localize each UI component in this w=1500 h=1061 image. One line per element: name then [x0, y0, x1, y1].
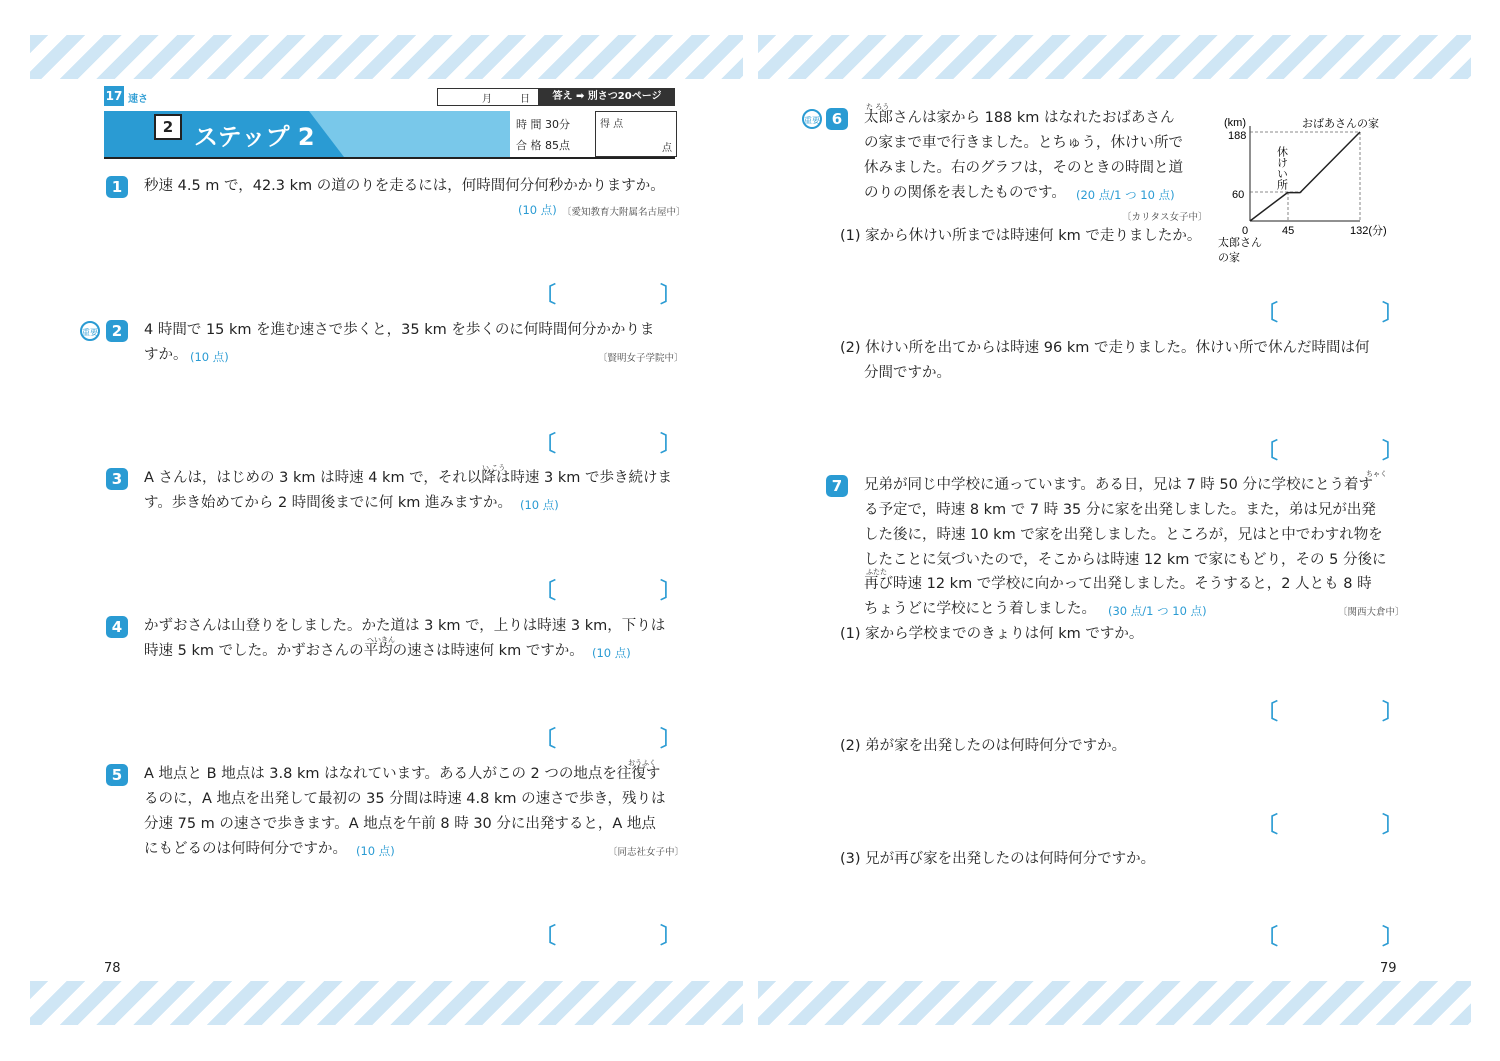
problem-text-line1: 兄弟が同じ中学校に通っています。ある日，兄は 7 時 50 分に学校にとう着す [864, 477, 1373, 493]
page-number-right: 79 [1380, 961, 1397, 976]
step-badge: 2 [154, 114, 182, 140]
subquestion-2: (2) 弟が家を出発したのは何時何分ですか。 [840, 738, 1127, 754]
top-left-stripe [30, 35, 743, 79]
subquestion-1: (1) 家から休けい所までは時速何 km で走りましたか。 [840, 228, 1202, 244]
problem-points: (10 点) [356, 844, 395, 858]
date-box [437, 88, 539, 106]
subquestion-2-line2: 分間ですか。 [864, 365, 951, 381]
x-tick-45: 45 [1282, 225, 1295, 237]
problem-text-line1: A 地点と B 地点は 3.8 km はなれています。ある人がこの 2 つの地点を往復す [144, 766, 661, 782]
problem-text-line2: す。歩き始めてから 2 時間後までに何 km 進みますか。 [144, 495, 513, 511]
answer-bracket-close: 〕 [1382, 439, 1405, 464]
time-label: 時 間 30分 [516, 118, 570, 131]
problem-text-line2: すか。 [144, 347, 188, 363]
problem-number: 4 [106, 616, 128, 638]
problem-text-line1: A さんは，はじめの 3 km は時速 4 km で，それ以降は時速 3 km で歩き続けま [144, 470, 672, 486]
answer-bracket-open: 〔 [534, 579, 557, 604]
answer-reference: 答え ➡ 別さつ20ページ [539, 88, 675, 106]
problem-points: (10 点) [592, 646, 631, 660]
score-unit: 点 [662, 143, 672, 154]
chapter-title: 速さ [128, 94, 148, 105]
distance-line [1250, 132, 1360, 221]
problem-points: (10 点) [190, 350, 229, 364]
chapter-number: 17 [104, 86, 124, 106]
answer-bracket-open: 〔 [1256, 301, 1279, 326]
answer-bracket-open: 〔 [1256, 813, 1279, 838]
problem-number: 5 [106, 764, 128, 786]
answer-bracket-open: 〔 [534, 924, 557, 949]
ruby-text: おうふく [628, 759, 656, 767]
problem-text-line6: ちょうどに学校にとう着しました。 [864, 601, 1096, 617]
problem-text-line3: 分速 75 m の速さで歩きます。A 地点を午前 8 時 30 分に出発すると，A 地点 [144, 816, 656, 832]
problem-number: 1 [106, 176, 128, 198]
step-banner [104, 111, 524, 157]
top-right-stripe [758, 35, 1471, 79]
problem-points: (20 点/1 つ 10 点) [1076, 188, 1175, 202]
ruby-text: へいきん [367, 636, 395, 644]
origin-label-line1: 太郎さん [1218, 236, 1262, 249]
ruby-text: た ろう [866, 103, 890, 111]
problem-text-line1: かずおさんは山登りをしました。かた道は 3 km で，上りは時速 3 km，下りは [144, 618, 666, 634]
problem-source: 〔賢明女子学院中〕 [598, 353, 684, 364]
problem-points: (10 点) [520, 498, 559, 512]
answer-bracket-close: 〕 [1382, 700, 1405, 725]
subquestion-1: (1) 家から学校までのきょりは何 km ですか。 [840, 626, 1144, 642]
problem-text-line5: 再び時速 12 km で学校に向かって出発しました。そうすると，2 人とも 8 時 [864, 576, 1372, 592]
answer-bracket-open: 〔 [1256, 925, 1279, 950]
origin-label-line2: の家 [1218, 251, 1240, 264]
header-rule [104, 157, 675, 159]
answer-bracket-close: 〕 [1382, 301, 1405, 326]
answer-bracket-open: 〔 [534, 283, 557, 308]
x-tick-132: 132(分) [1350, 225, 1387, 237]
pass-label: 合 格 85点 [516, 139, 570, 152]
problem-number: 6 [826, 108, 848, 130]
subquestion-2-line1: (2) 休けい所を出てからは時速 96 km で走りました。休けい所で休んだ時間は何 [840, 340, 1370, 356]
answer-bracket-close: 〕 [660, 432, 683, 457]
important-icon: 重要 [802, 109, 822, 129]
problem-text-line2: る予定で，時速 8 km で 7 時 35 分に家を出発しました。また，弟は兄が出発 [864, 502, 1376, 518]
answer-bracket-close: 〕 [660, 727, 683, 752]
problem-number: 2 [106, 320, 128, 342]
problem-text: 秒速 4.5 m で，42.3 km の道のりを走るには，何時間何分何秒かかりますか。 [144, 178, 665, 194]
answer-bracket-close: 〕 [660, 924, 683, 949]
y-unit-label: (km) [1224, 117, 1246, 129]
problem-text-line1: 4 時間で 15 km を進む速さで歩くと，35 km を歩くのに何時間何分かかりま [144, 322, 655, 338]
answer-bracket-close: 〕 [1382, 813, 1405, 838]
grandma-house-label: おばあさんの家 [1302, 117, 1379, 130]
problem-number: 7 [826, 475, 848, 497]
score-label: 得 点 [600, 119, 624, 130]
answer-bracket-open: 〔 [1256, 700, 1279, 725]
day-label: 日 [520, 94, 530, 105]
ruby-text: ふたた [866, 568, 887, 576]
bottom-left-stripe [30, 981, 743, 1025]
answer-bracket-close: 〕 [660, 283, 683, 308]
answer-bracket-open: 〔 [1256, 439, 1279, 464]
problem-source: 〔関西大倉中〕 [1338, 607, 1405, 618]
problem-source: 〔同志社女子中〕 [608, 847, 685, 858]
problem-text-line4: にもどるのは何時何分ですか。 [144, 841, 347, 857]
problem-text-line4: したことに気づいたので，そこからは時速 12 km で家にもどり，その 5 分後に [864, 552, 1387, 568]
answer-bracket-open: 〔 [534, 432, 557, 457]
problem-points: (10 点) [518, 203, 557, 217]
score-box [595, 111, 677, 157]
problem-number: 3 [106, 468, 128, 490]
important-icon: 重要 [80, 321, 100, 341]
problem-text-line3: した後に，時速 10 km で家を出発しました。ところが，兄はと中でわすれ物を [864, 527, 1383, 543]
y-tick-188: 188 [1228, 130, 1247, 142]
ruby-text: ちゃく [1366, 470, 1387, 478]
ruby-text: い こう [482, 464, 506, 472]
time-pass-box [510, 111, 592, 157]
problem-text-line2: るのに，A 地点を出発して最初の 35 分間は時速 4.8 km の速さで歩き，残りは [144, 791, 666, 807]
x-tick-0: 0 [1242, 225, 1249, 237]
subquestion-3: (3) 兄が再び家を出発したのは何時何分ですか。 [840, 851, 1156, 867]
rest-area-label: 休けい所 [1275, 146, 1289, 190]
distance-time-graph [1210, 108, 1400, 268]
answer-bracket-close: 〕 [660, 579, 683, 604]
problem-text-line3: 休みました。右のグラフは，そのときの時間と道 [864, 160, 1183, 176]
problem-text-line1: 太郎さんは家から 188 km はなれたおばあさん [864, 110, 1175, 126]
problem-points: (30 点/1 つ 10 点) [1108, 604, 1207, 618]
step-title: ステップ 2 [194, 123, 315, 151]
bottom-right-stripe [758, 981, 1471, 1025]
problem-source: 〔カリタス女子中〕 [1122, 212, 1208, 223]
month-label: 月 [482, 94, 492, 105]
problem-source: 〔愛知教育大附属名古屋中〕 [562, 207, 686, 218]
problem-text-line2: 時速 5 km でした。かずおさんの平均の速さは時速何 km ですか。 [144, 643, 584, 659]
problem-text-line2: の家まで車で行きました。とちゅう，休けい所で [864, 135, 1183, 151]
page-number-left: 78 [104, 961, 121, 976]
problem-text-line4: のりの関係を表したものです。 [864, 185, 1066, 201]
answer-bracket-close: 〕 [1382, 925, 1405, 950]
answer-bracket-open: 〔 [534, 727, 557, 752]
y-tick-60: 60 [1232, 189, 1245, 201]
